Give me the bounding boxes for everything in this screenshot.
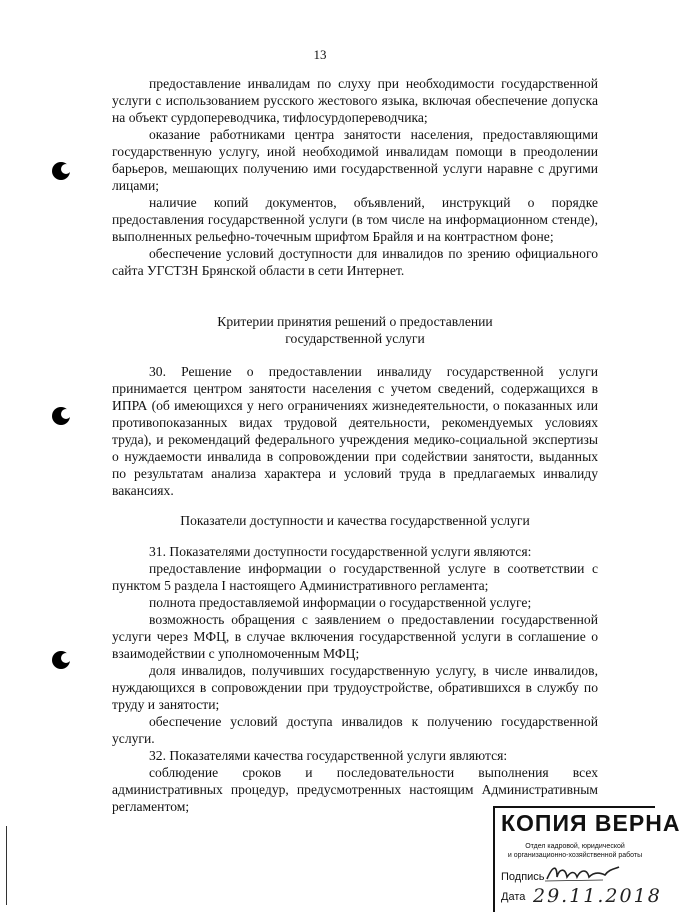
stamp-organization: [495, 842, 655, 860]
accessibility-indicators-section: [112, 543, 598, 815]
punch-hole-mark-middle: [50, 405, 72, 427]
heading-line: Критерии принятия решений о предоставлении: [217, 314, 493, 329]
punch-hole-mark-top: [50, 160, 72, 182]
paragraph-sign-language: предоставление инвалидам по слуху при необходимости государственной услуги с использованием русского жестового языка, включая обеспечение допуска на объект сурдопереводчика, тифлосурдопереводчика;: [112, 76, 598, 125]
accessibility-measures-section: [112, 75, 598, 279]
section-heading-accessibility-quality: [112, 512, 598, 529]
heading-line: государственной услуги: [285, 331, 425, 346]
paragraph-staff-assistance: оказание работниками центра занятости населения, предоставляющими государственную услугу, иной необходимой инвалидам помощи в преодолении барьеров, мешающих получению ими государственной услуги наравне с другими лицами;: [112, 127, 598, 193]
page-number: 13: [313, 47, 327, 62]
paragraph-30: 30. Решение о предоставлении инвалиду государственной услуги принимается центром занятости населения с учетом сведений, содержащихся в ИПРА (об имеющихся у него ограничениях жизнедеятельности, о показанных или противопоказанных видах трудовой деятельности, рекомендуемых условиях труда), и рекомендаций федерального учреждения медико-социальной экспертизы о нуждаемости инвалида в сопровождении при содействии занятости, выданных по результатам анализа характера и условий труда в предлагаемых инвалиду вакансиях.: [112, 364, 598, 498]
paragraph-mfc: возможность обращения с заявлением о предоставлении государственной услуги через МФЦ, в случае включения государственной услуги в соглашение о взаимодействии с уполномоченным МФЦ;: [112, 612, 598, 661]
paragraph-32: 32. Показателями качества государственной услуги являются:: [149, 748, 508, 763]
heading-line: Показатели доступности и качества государственной услуги: [180, 513, 530, 528]
paragraph-braille-documents: наличие копий документов, объявлений, инструкций о порядке предоставления государственной услуги (в том числе на информационном стенде), выполненных рельефно-точечным шрифтом Брайля и на контрастном фоне;: [112, 195, 598, 244]
scan-edge-line: [6, 826, 7, 905]
paragraph-deadlines: соблюдение сроков и последовательности выполнения всех административных процедур, предусмотренных настоящим Административным регламентом;: [112, 765, 598, 814]
stamp-date-value: 29.11.2018: [533, 885, 662, 907]
stamp-signature-label: Подпись: [501, 871, 545, 883]
paragraph-completeness: полнота предоставляемой информации о государственной услуге;: [149, 595, 532, 610]
paragraph-website-accessibility: обеспечение условий доступности для инвалидов по зрению официального сайта УГСТЗН Брянской области в сети Интернет.: [112, 246, 598, 278]
punch-hole-mark-bottom: [50, 649, 72, 671]
section-heading-decision-criteria: [112, 313, 598, 347]
paragraph-information: предоставление информации о государственной услуге в соответствии с пунктом 5 раздела I настоящего Административного регламента;: [112, 561, 598, 593]
stamp-org-line: и организационно-хозяйственной работы: [507, 852, 643, 859]
decision-criteria-section: [112, 363, 598, 499]
stamp-org-line: Отдел кадровой, юридической: [525, 843, 625, 850]
copy-certified-stamp: [493, 806, 680, 912]
stamp-signature-row: [501, 871, 545, 883]
paragraph-access-conditions: обеспечение условий доступа инвалидов к получению государственной услуги.: [112, 714, 598, 746]
stamp-date-row: [501, 885, 662, 907]
paragraph-disabled-share: доля инвалидов, получивших государственную услугу, в числе инвалидов, нуждающихся в сопровождении при трудоустройстве, обратившихся в службу по труду и занятости;: [112, 663, 598, 712]
paragraph-31: 31. Показателями доступности государственной услуги являются:: [149, 544, 532, 559]
handwritten-signature: [543, 863, 623, 885]
stamp-title: КОПИЯ ВЕРНА: [501, 810, 680, 836]
stamp-date-label: Дата: [501, 891, 526, 903]
